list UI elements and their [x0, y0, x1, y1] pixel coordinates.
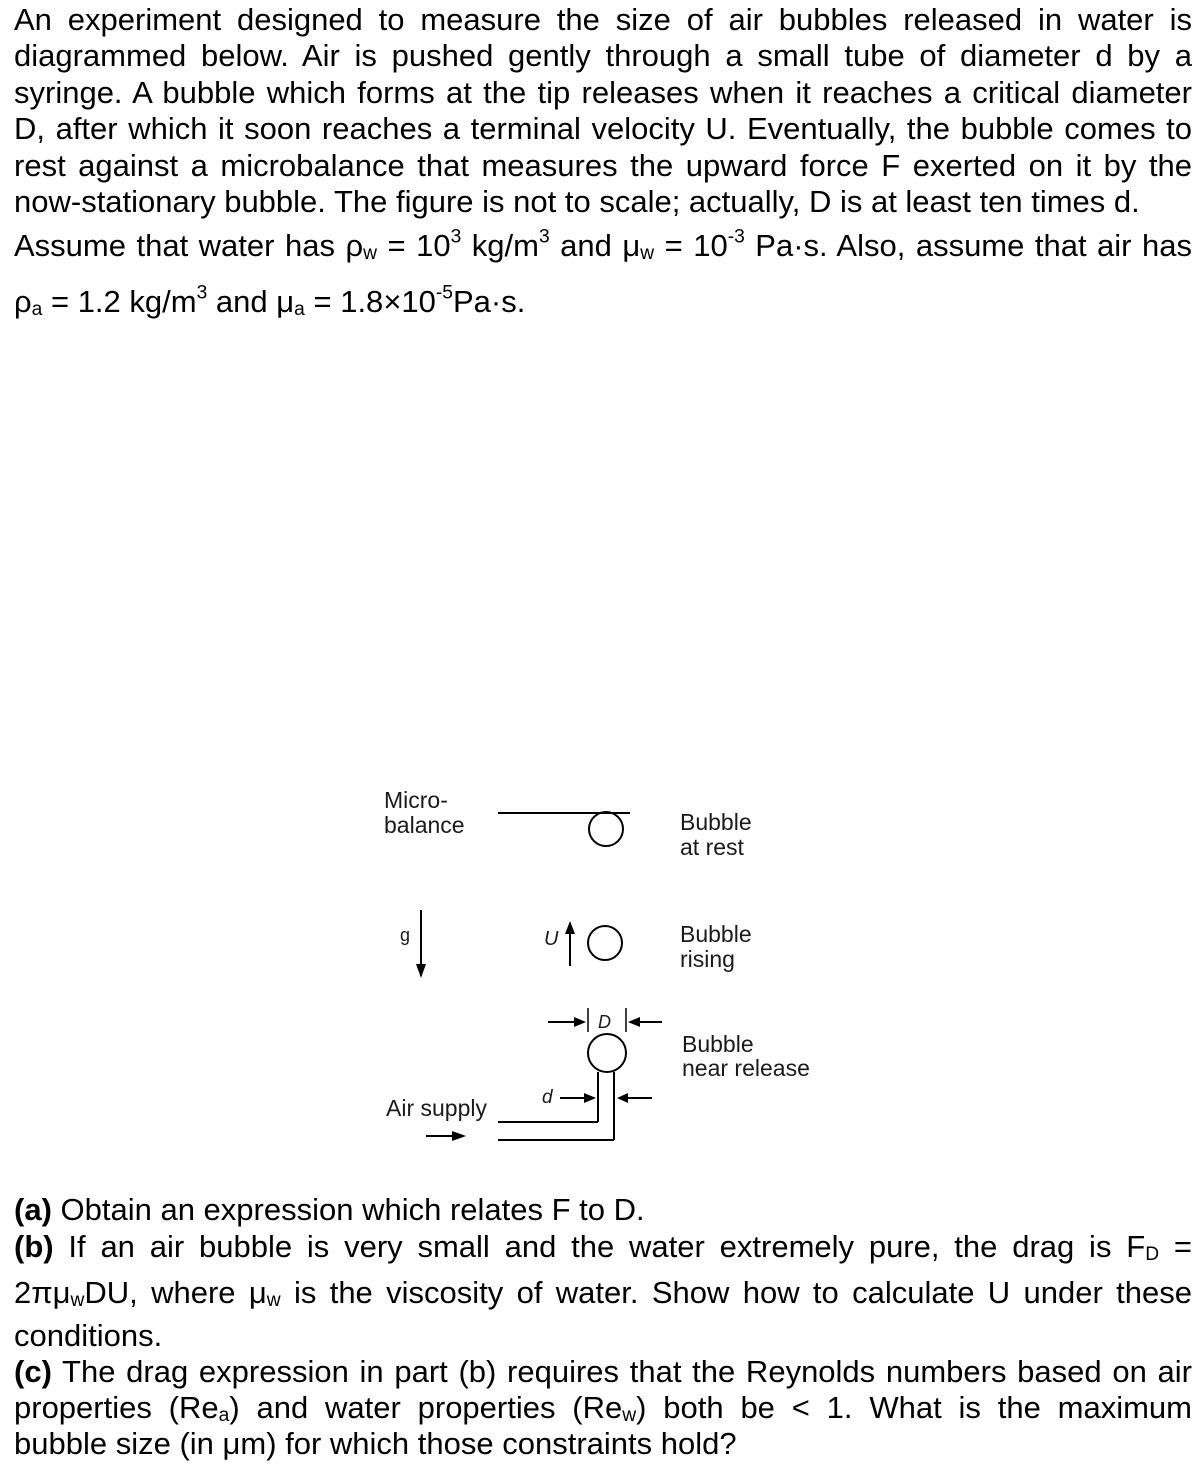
- water-properties-line: Assume that water has $\rho_w = 10^3$ $kg/m^3$ and $\mu_w = 10^{-3}$ Pa·s. Also, assume that air has: [14, 226, 1192, 264]
- bubble-rising: [588, 926, 622, 960]
- bubble-at-rest-label-line1: Bubble: [680, 809, 752, 835]
- velocity-arrow-head: [565, 921, 575, 934]
- bubble-at-rest-label-line2: at rest: [680, 834, 744, 860]
- air-supply-arrow-head: [452, 1131, 466, 1141]
- question-c-line2: properties $(Re_a)$ and water properties $(Re_w)$ both be < 1. What is the maximum: [14, 1390, 1192, 1426]
- mu-a-symbol: $\mu_a$: [276, 284, 305, 320]
- mu-w-symbol: $\mu_w$: [622, 228, 655, 264]
- tube-dim-left-head: [584, 1093, 596, 1103]
- d-dim-left-head: [574, 1017, 586, 1027]
- bubble-near-release: [588, 1034, 626, 1072]
- velocity-label: U: [544, 928, 559, 950]
- bubble-experiment-diagram: [370, 780, 850, 1160]
- bubble-rising-label-line1: Bubble: [680, 921, 752, 947]
- question-b-line3: conditions.: [14, 1318, 163, 1353]
- air-supply-label: Air supply: [386, 1095, 487, 1121]
- bubble-diameter-label: D: [598, 1012, 611, 1032]
- gravity-arrow-head: [416, 964, 426, 978]
- bubble-near-release-label-line2: near release: [682, 1055, 810, 1081]
- gravity-label: g: [400, 925, 411, 945]
- intro-paragraph: An experiment designed to measure the size of air bubbles released in water is diagrammed below. Air is pushed gently through a small tube of diameter d by a syringe. A bubble which forms at the tip releases when it reaches a critical diameter D, after which it soon reaches a terminal velocity U. Eventually, the bubble comes to rest against a microbalance that measures the upward force F exerted on it by the now-stationary bubble. The figure is not to scale; actually, D is at least ten times d.: [14, 2, 1192, 220]
- question-b-line2: $2\pi\mu_wDU$, where $\mu_w$ is the viscosity of water. Show how to calculate U under these: [14, 1275, 1192, 1311]
- air-properties-line: $\rho_a = 1.2$ $kg/m^3$ and $\mu_a = 1.8\times 10^{-5}Pa\cdot s$.: [14, 282, 526, 320]
- bubble-at-rest: [589, 812, 623, 846]
- bubble-near-release-label-line1: Bubble: [682, 1031, 754, 1057]
- tube-diameter-label: d: [542, 1087, 553, 1108]
- rho-a-symbol: $\rho_a$: [14, 284, 43, 320]
- question-a: (a) Obtain an expression which relates F to D.: [14, 1192, 645, 1227]
- question-b-line1: (b) If an air bubble is very small and the water extremely pure, the drag is $F_D$ =: [14, 1229, 1192, 1265]
- bubble-rising-label-line2: rising: [680, 946, 735, 972]
- question-c-line1: (c) The drag expression in part (b) requires that the Reynolds numbers based on air: [14, 1354, 1192, 1389]
- microbalance-label-line1: Micro-: [384, 787, 448, 813]
- rho-w-symbol: $\rho_w$: [345, 228, 377, 264]
- question-c-line3: bubble size (in μm) for which those constraints hold?: [14, 1426, 737, 1461]
- microbalance-label-line2: balance: [384, 812, 465, 838]
